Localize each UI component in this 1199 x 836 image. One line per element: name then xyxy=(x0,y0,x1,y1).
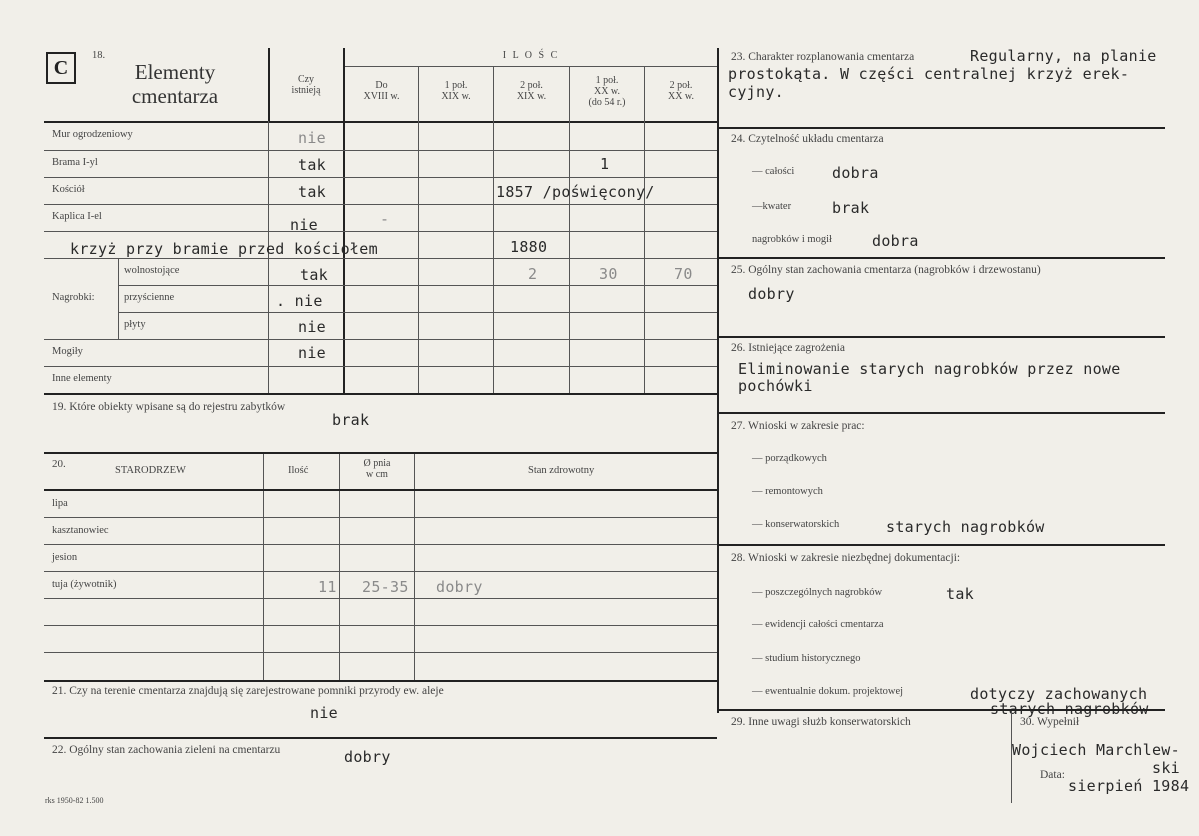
label-20-num: 20. xyxy=(52,458,66,470)
rule xyxy=(717,48,719,713)
value-24-calosci: dobra xyxy=(832,164,879,182)
tree-lipa: lipa xyxy=(52,498,68,509)
rule xyxy=(44,121,717,123)
value-brama: tak xyxy=(298,156,326,174)
label-28: 28. Wnioski w zakresie niezbędnej dokumentacji: xyxy=(731,552,961,564)
rule xyxy=(118,285,717,286)
section-c-box: C xyxy=(46,52,76,84)
label-29: 29. Inne uwagi służb konserwatorskich xyxy=(731,716,911,728)
exists-header-line1: Czy xyxy=(297,74,315,85)
rule xyxy=(44,737,717,739)
quantity-header: I L O Ś C xyxy=(502,50,560,61)
value-krzyz: krzyż przy bramie przed kościołem xyxy=(70,240,378,258)
value-26-line1: Eliminowanie starych nagrobków przez nowe xyxy=(738,360,1121,378)
value-mur: nie xyxy=(298,129,326,147)
label-23: 23. Charakter rozplanowania cmentarza xyxy=(731,51,915,63)
value-kosciol-note: 1857 /poświęcony/ xyxy=(496,183,655,201)
value-brama-count: 1 xyxy=(600,155,610,173)
rule xyxy=(44,598,717,599)
elements-title-line2: cmentarza xyxy=(131,84,219,108)
value-23-line3: cyjny. xyxy=(728,83,784,101)
rule xyxy=(569,66,570,393)
value-26-line2: pochówki xyxy=(738,377,813,395)
rule xyxy=(719,544,1165,546)
label-28-ewent: — ewentualnie dokum. projektowej xyxy=(752,686,904,697)
tree-tuja: tuja (żywotnik) xyxy=(52,579,117,590)
exists-header-line2: istnieją xyxy=(291,85,321,96)
tuja-stan: dobry xyxy=(436,578,483,596)
rule xyxy=(719,336,1165,338)
row-label-mur: Mur ogrodzeniowy xyxy=(52,129,133,140)
rule xyxy=(118,258,119,339)
rule xyxy=(719,127,1165,129)
label-20-pnia-line2: w cm xyxy=(366,469,388,480)
row-label-mogily: Mogiły xyxy=(52,346,83,357)
col-header-text: Do xyxy=(375,80,388,91)
rule xyxy=(345,66,717,67)
rule xyxy=(44,177,717,178)
rule xyxy=(644,66,645,393)
label-28-studium: — studium historycznego xyxy=(752,653,861,664)
col-header-xviii xyxy=(345,80,418,102)
col-header-text: 1 poł. xyxy=(595,75,619,86)
elements-title xyxy=(100,60,250,108)
rule xyxy=(343,48,345,393)
label-26: 26. Istniejące zagrożenia xyxy=(731,342,845,354)
value-23-line1: Regularny, na planie xyxy=(970,47,1157,65)
label-20-pnia xyxy=(340,458,414,480)
rule xyxy=(44,150,717,151)
value-28-ewent-line2: starych nagrobków xyxy=(990,700,1149,718)
rule xyxy=(44,366,717,367)
label-20-pnia-line1: Ø pnia xyxy=(363,458,391,469)
section-number-18: 18. xyxy=(92,50,106,61)
label-24: 24. Czytelność układu cmentarza xyxy=(731,133,884,145)
col-header-text: XIX w. xyxy=(516,91,547,102)
value-23-line2: prostokąta. W części centralnej krzyż erek- xyxy=(728,65,1130,83)
value-wolno-1xx: 30 xyxy=(599,265,618,283)
rule xyxy=(44,652,717,653)
col-header-text: XX w. xyxy=(593,86,620,97)
label-24-calosci: — całości xyxy=(752,166,795,177)
col-header-1xix xyxy=(419,80,493,102)
col-header-text: XIX w. xyxy=(441,91,471,102)
value-24-kwater: brak xyxy=(832,199,870,217)
rule xyxy=(44,680,717,682)
rule xyxy=(44,625,717,626)
rule xyxy=(44,544,717,545)
label-19: 19. Które obiekty wpisane są do rejestru zabytków xyxy=(52,401,286,413)
col-header-text: XX w. xyxy=(667,91,694,102)
label-22: 22. Ogólny stan zachowania zieleni na cmentarzu xyxy=(52,744,281,756)
value-19: brak xyxy=(332,411,370,429)
col-header-text: XVIII w. xyxy=(363,91,400,102)
label-20-title: STARODRZEW xyxy=(115,465,186,476)
col-header-text: 2 poł. xyxy=(520,80,543,91)
rule xyxy=(719,412,1165,414)
col-header-2xx xyxy=(645,80,717,102)
rule xyxy=(44,339,717,340)
label-27-remont: — remontowych xyxy=(752,486,823,497)
value-21: nie xyxy=(310,704,338,722)
value-30-name1: Wojciech Marchlew- xyxy=(1012,741,1180,759)
rule xyxy=(339,454,340,680)
label-25: 25. Ogólny stan zachowania cmentarza (nagrobków i drzewostanu) xyxy=(731,264,1041,276)
rule xyxy=(263,454,264,680)
label-20-stan: Stan zdrowotny xyxy=(528,465,595,476)
col-header-text: 2 poł. xyxy=(669,80,693,91)
exists-header xyxy=(270,74,342,96)
col-header-text: (do 54 r.) xyxy=(588,97,626,108)
rule xyxy=(118,312,717,313)
label-28-poszcz: — poszczególnych nagrobków xyxy=(752,587,883,598)
value-plyty: nie xyxy=(298,318,326,336)
value-wolno-2xx: 70 xyxy=(674,265,693,283)
value-kaplica: nie xyxy=(290,216,318,234)
label-30-data: Data: xyxy=(1040,769,1065,781)
value-28-ewent-line1: dotyczy zachowanych xyxy=(970,685,1148,703)
value-kaplica-mark: - xyxy=(380,210,390,228)
row-label-nagrobki: Nagrobki: xyxy=(52,292,95,303)
label-27-konserw: — konserwatorskich xyxy=(752,519,840,530)
col-header-text: 1 poł. xyxy=(444,80,468,91)
rule xyxy=(44,393,717,395)
label-30: 30. Wypełnił xyxy=(1020,716,1080,728)
rule xyxy=(719,709,1165,711)
row-label-kaplica: Kaplica I-el xyxy=(52,211,102,222)
label-28-ewid: — ewidencji całości cmentarza xyxy=(752,619,884,630)
value-24-nagrobkow: dobra xyxy=(872,232,919,250)
rule xyxy=(268,48,270,121)
row-label-kosciol: Kościół xyxy=(52,184,85,195)
value-22: dobry xyxy=(344,748,391,766)
label-21: 21. Czy na terenie cmentarza znajdują się zarejestrowane pomniki przyrody ew. aleje xyxy=(52,685,444,697)
row-label-brama: Brama I-yl xyxy=(52,157,98,168)
row-label-plyty: płyty xyxy=(124,319,146,330)
tree-kasztanowiec: kasztanowiec xyxy=(52,525,109,536)
value-28-poszcz: tak xyxy=(946,585,974,603)
rule xyxy=(44,231,717,232)
label-27: 27. Wnioski w zakresie prac: xyxy=(731,420,865,432)
rule xyxy=(493,66,494,393)
value-przyscienne: . nie xyxy=(276,292,323,310)
value-27-konserw: starych nagrobków xyxy=(886,518,1045,536)
value-30-date: sierpień 1984 xyxy=(1068,777,1190,795)
value-mogily: nie xyxy=(298,344,326,362)
rule xyxy=(44,452,717,454)
label-24-nagrobkow: nagrobków i mogił xyxy=(752,234,832,245)
row-label-inne: Inne elementy xyxy=(52,373,112,384)
value-krzyz-year: 1880 xyxy=(510,238,548,256)
tuja-pnia: 25-35 xyxy=(362,578,409,596)
rule xyxy=(44,258,717,259)
label-27-porz: — porządkowych xyxy=(752,453,827,464)
row-label-wolnostojace: wolnostojące xyxy=(124,265,180,276)
value-wolnostojace: tak xyxy=(300,266,328,284)
col-header-2xix xyxy=(494,80,569,102)
footer-code: rks 1950-82 1.500 xyxy=(45,796,104,805)
rule xyxy=(44,517,717,518)
elements-title-line1: Elementy xyxy=(134,60,216,84)
rule xyxy=(44,204,717,205)
tuja-ilosc: 11 xyxy=(318,578,337,596)
value-wolno-2xix: 2 xyxy=(528,265,538,283)
label-20-ilosc: Ilość xyxy=(288,465,309,476)
value-30-name2: ski xyxy=(1152,759,1180,777)
value-25: dobry xyxy=(748,285,795,303)
col-header-1xx xyxy=(570,75,644,108)
tree-jesion: jesion xyxy=(52,552,78,563)
rule xyxy=(44,489,717,491)
rule xyxy=(719,257,1165,259)
rule xyxy=(414,454,415,680)
rule xyxy=(44,571,717,572)
rule xyxy=(418,66,419,393)
row-label-przyscienne: przyścienne xyxy=(124,292,175,303)
value-kosciol: tak xyxy=(298,183,326,201)
label-24-kwater: —kwater xyxy=(752,201,792,212)
